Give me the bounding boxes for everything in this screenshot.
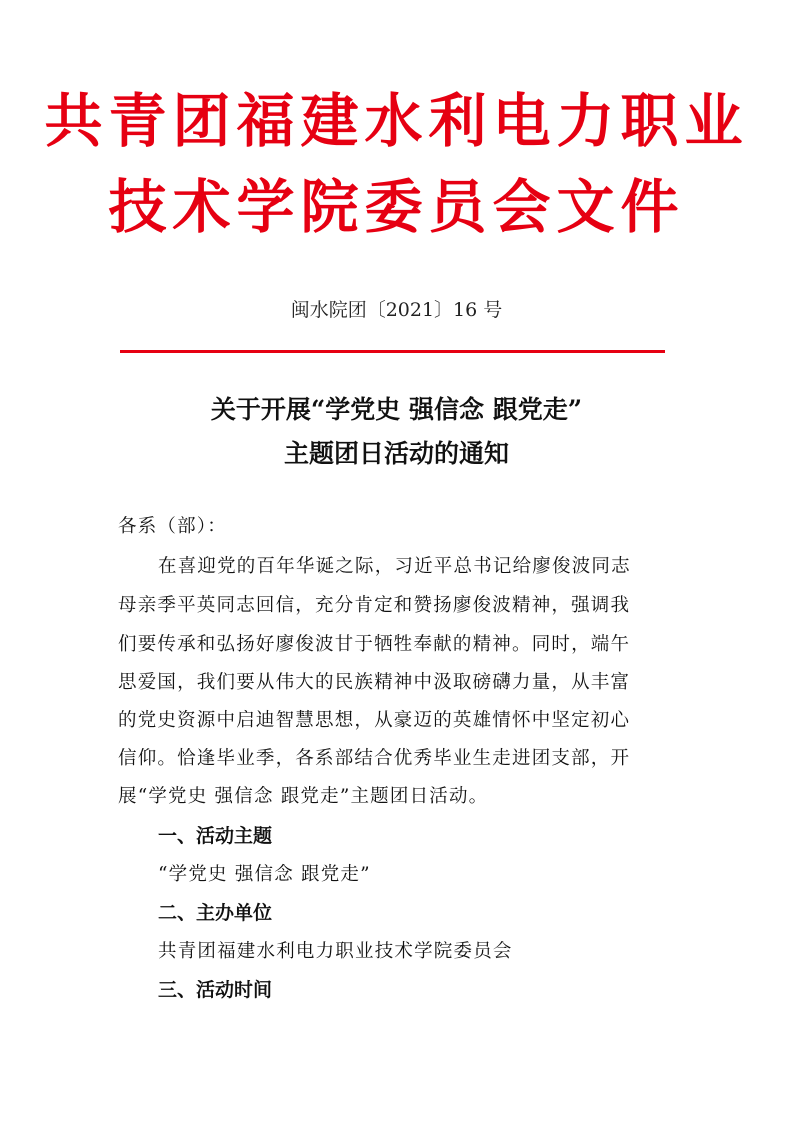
document-header-line-2: 技术学院委员会文件 <box>108 173 685 241</box>
paragraph-line: 展“学党史 强信念 跟党走”主题团日活动。 <box>118 786 489 807</box>
section-heading-organizer: 二、主办单位 <box>158 902 273 924</box>
paragraph-line: 信仰。恰逢毕业季，各系部结合优秀毕业生走进团支部，开 <box>118 748 631 769</box>
paragraph-line: 们要传承和弘扬好廖俊波甘于牺牲奉献的精神。同时，端午 <box>118 634 631 655</box>
section-heading-theme: 一、活动主题 <box>158 825 273 847</box>
notice-title-line-1: 关于开展“学党史 强信念 跟党走” <box>210 395 583 424</box>
paragraph-line: 的党史资源中启迪智慧思想，从豪迈的英雄情怀中坚定初心 <box>118 710 631 731</box>
notice-title-line-2: 主题团日活动的通知 <box>283 439 509 468</box>
paragraph-line: 思爱国，我们要从伟大的民族精神中汲取磅礴力量，从丰富 <box>118 672 631 693</box>
document-header-line-1: 共青团福建水利电力职业 <box>44 87 749 155</box>
red-divider-line <box>120 350 665 353</box>
salutation: 各系（部）： <box>118 516 227 537</box>
paragraph-line: 母亲季平英同志回信，充分肯定和赞扬廖俊波精神，强调我 <box>118 595 631 616</box>
document-number: 闽水院团〔2021〕16 号 <box>290 299 503 321</box>
section-content-organizer: 共青团福建水利电力职业技术学院委员会 <box>158 941 513 962</box>
section-content-theme: “学党史 强信念 跟党走” <box>158 864 371 885</box>
paragraph-line: 在喜迎党的百年华诞之际，习近平总书记给廖俊波同志 <box>158 556 631 577</box>
section-heading-time: 三、活动时间 <box>158 979 273 1001</box>
